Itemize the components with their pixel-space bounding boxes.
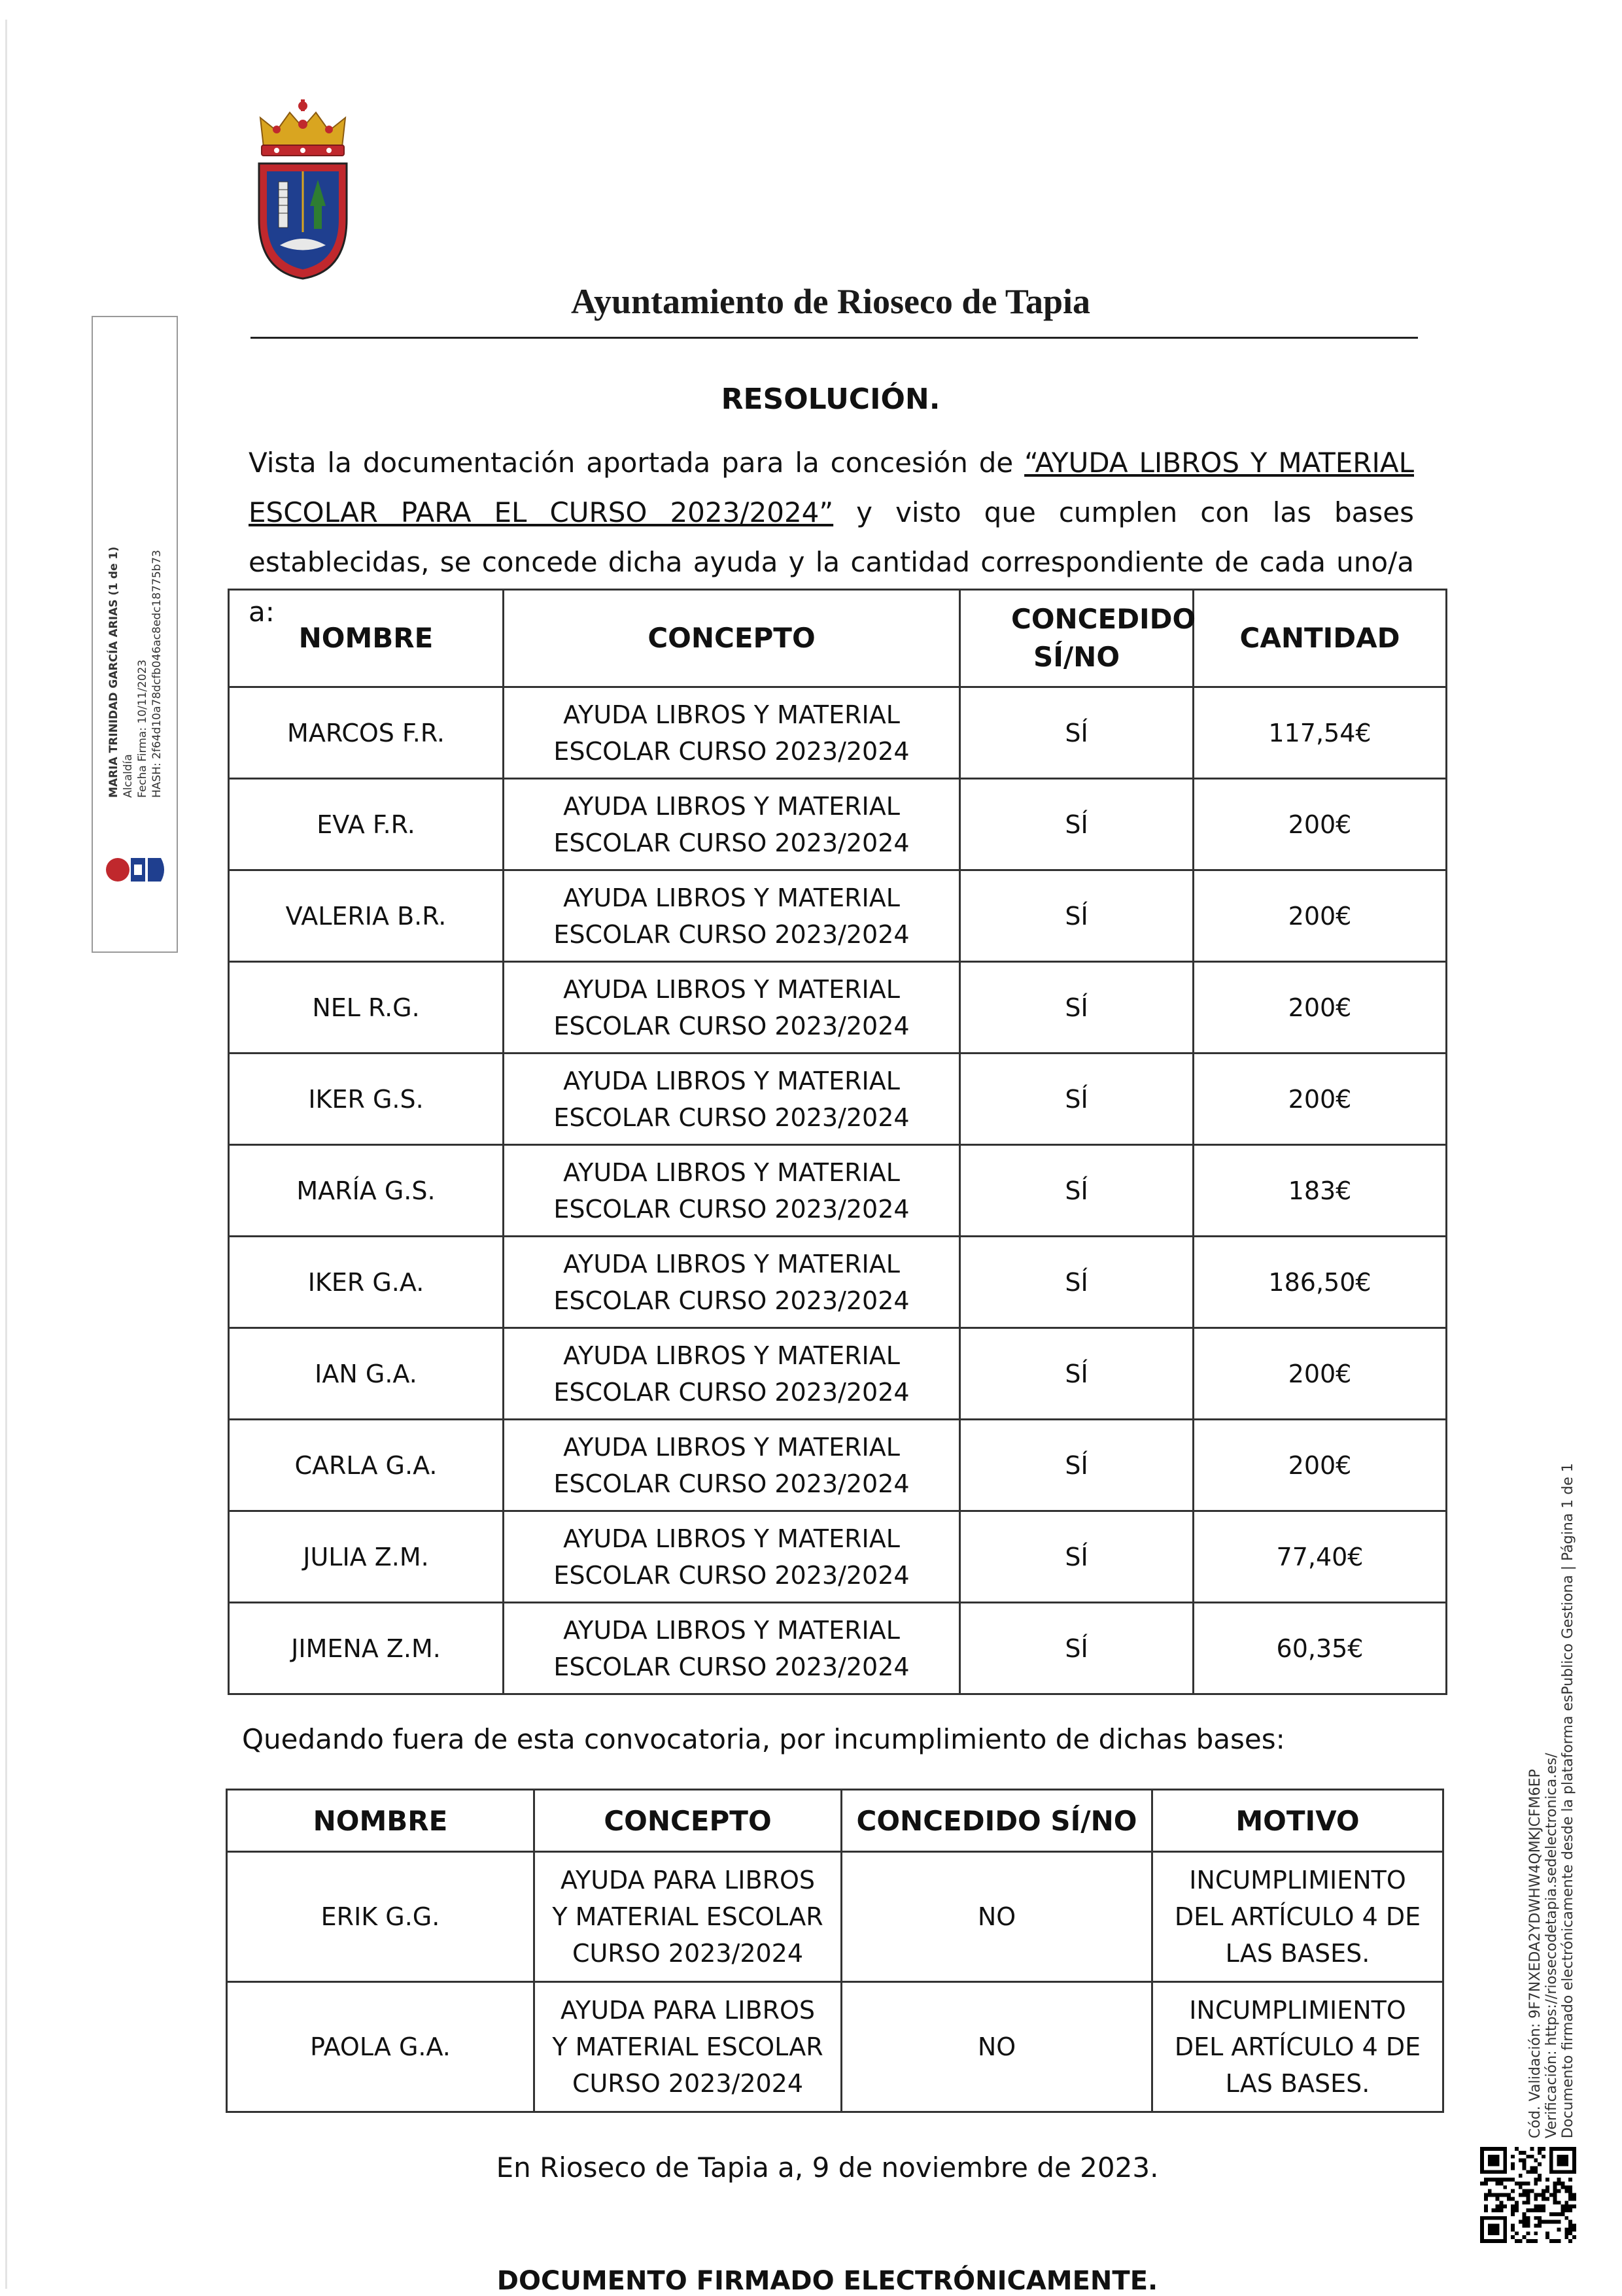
granted-cell-concedido: SÍ xyxy=(960,1054,1194,1145)
header-nombre: NOMBRE xyxy=(229,590,504,687)
header-concepto: CONCEPTO xyxy=(504,590,960,687)
excluded-header-nombre: NOMBRE xyxy=(227,1790,534,1852)
granted-cell-concepto-text: AYUDA LIBROS Y MATERIAL ESCOLAR CURSO 2023/2024 xyxy=(553,1524,910,1590)
excluded-cell-concepto xyxy=(534,1982,842,2112)
granted-table-row xyxy=(229,962,1447,1054)
granted-cell-cantidad: 200€ xyxy=(1194,870,1447,962)
header-divider xyxy=(250,337,1418,339)
excluded-cell-motivo-text: INCUMPLIMIENTO DEL ARTÍCULO 4 DE LAS BASES. xyxy=(1174,1996,1421,2098)
granted-cell-concedido: SÍ xyxy=(960,962,1194,1054)
granted-cell-concepto-text: AYUDA LIBROS Y MATERIAL ESCOLAR CURSO 2023/2024 xyxy=(553,1615,910,1681)
granted-cell-concedido: SÍ xyxy=(960,870,1194,962)
granted-table-row xyxy=(229,1054,1447,1145)
granted-cell-concepto-text: AYUDA LIBROS Y MATERIAL ESCOLAR CURSO 2023/2024 xyxy=(553,1341,910,1407)
excluded-cell-concepto xyxy=(534,1852,842,1982)
resolution-title: RESOLUCIÓN. xyxy=(721,383,940,416)
excluded-cell-concepto-text: AYUDA PARA LIBROS Y MATERIAL ESCOLAR CURSO 2023/2024 xyxy=(552,1866,823,1968)
granted-cell-concepto xyxy=(504,870,960,962)
granted-cell-cantidad: 77,40€ xyxy=(1194,1511,1447,1603)
granted-cell-concedido: SÍ xyxy=(960,1237,1194,1328)
excluded-cell-concepto-text: AYUDA PARA LIBROS Y MATERIAL ESCOLAR CURSO 2023/2024 xyxy=(552,1996,823,2098)
excluded-cell-nombre: ERIK G.G. xyxy=(227,1852,534,1982)
excluded-cell-motivo xyxy=(1152,1852,1443,1982)
granted-cell-nombre: EVA F.R. xyxy=(229,779,504,870)
coat-of-arms-logo xyxy=(254,98,352,281)
granted-table-row xyxy=(229,779,1447,870)
verification-text xyxy=(1527,1419,1576,2138)
granted-cell-concepto-text: AYUDA LIBROS Y MATERIAL ESCOLAR CURSO 2023/2024 xyxy=(553,1066,910,1132)
granted-cell-concepto xyxy=(504,779,960,870)
granted-cell-concepto-text: AYUDA LIBROS Y MATERIAL ESCOLAR CURSO 2023/2024 xyxy=(553,791,910,857)
granted-cell-concepto xyxy=(504,1420,960,1511)
granted-cell-concedido: SÍ xyxy=(960,1603,1194,1694)
granted-cell-concepto-text: AYUDA LIBROS Y MATERIAL ESCOLAR CURSO 2023/2024 xyxy=(553,883,910,949)
signature-stamp-text xyxy=(107,490,164,798)
stamp-hash: HASH: 2f64d10a78dcfb046ac8edc18775b73 xyxy=(150,549,164,798)
granted-cell-nombre: MARCOS F.R. xyxy=(229,687,504,779)
town-name: Ayuntamiento de Rioseco de Tapia xyxy=(570,282,1091,321)
excluded-cell-motivo-text: INCUMPLIMIENTO DEL ARTÍCULO 4 DE LAS BASES. xyxy=(1174,1866,1421,1968)
granted-cell-concepto xyxy=(504,1237,960,1328)
granted-cell-concepto-text: AYUDA LIBROS Y MATERIAL ESCOLAR CURSO 2023/2024 xyxy=(553,700,910,766)
excluded-table xyxy=(226,1789,1444,2113)
granted-table-row xyxy=(229,1237,1447,1328)
granted-cell-cantidad: 200€ xyxy=(1194,962,1447,1054)
granted-cell-concepto xyxy=(504,1054,960,1145)
stamp-logo xyxy=(103,850,169,889)
excluded-intro: Quedando fuera de esta convocatoria, por incumplimiento de dichas bases: xyxy=(242,1723,1285,1755)
granted-table-row xyxy=(229,1145,1447,1237)
granted-table-body xyxy=(229,687,1447,1694)
granted-table-row xyxy=(229,870,1447,962)
verification-url[interactable]: Verificación: https://riosecodetapia.sedelectronica.es/ xyxy=(1544,1753,1560,2138)
granted-cell-concedido: SÍ xyxy=(960,1328,1194,1420)
stamp-role: Alcaldía xyxy=(122,754,135,798)
page-edge xyxy=(5,20,7,2289)
verification-platform: Documento firmado electrónicamente desde la plataforma esPublico Gestiona | Página 1 de 1 xyxy=(1560,1463,1576,2138)
granted-cell-cantidad: 186,50€ xyxy=(1194,1237,1447,1328)
header-cantidad: CANTIDAD xyxy=(1194,590,1447,687)
excluded-table-row xyxy=(227,1852,1443,1982)
excluded-header-concepto: CONCEPTO xyxy=(534,1790,842,1852)
granted-cell-nombre: CARLA G.A. xyxy=(229,1420,504,1511)
granted-table-header-row xyxy=(229,590,1447,687)
granted-cell-concepto xyxy=(504,687,960,779)
stamp-signer: MARIA TRINIDAD GARCÍA ARIAS (1 de 1) xyxy=(107,546,120,798)
granted-cell-nombre: JULIA Z.M. xyxy=(229,1511,504,1603)
granted-cell-cantidad: 200€ xyxy=(1194,1328,1447,1420)
granted-cell-concedido: SÍ xyxy=(960,1420,1194,1511)
granted-cell-nombre: JIMENA Z.M. xyxy=(229,1603,504,1694)
granted-table-row xyxy=(229,1603,1447,1694)
intro-program-name: “AYUDA LIBROS Y MATERIAL ESCOLAR PARA EL CURSO 2023/2024” xyxy=(249,447,1414,528)
granted-cell-concepto xyxy=(504,962,960,1054)
granted-cell-concepto-text: AYUDA LIBROS Y MATERIAL ESCOLAR CURSO 2023/2024 xyxy=(553,974,910,1040)
excluded-cell-nombre: PAOLA G.A. xyxy=(227,1982,534,2112)
granted-cell-concedido: SÍ xyxy=(960,1145,1194,1237)
granted-table-row xyxy=(229,1328,1447,1420)
signed-notice: DOCUMENTO FIRMADO ELECTRÓNICAMENTE. xyxy=(496,2266,1158,2296)
granted-cell-concepto xyxy=(504,1328,960,1420)
granted-cell-cantidad: 117,54€ xyxy=(1194,687,1447,779)
granted-cell-cantidad: 200€ xyxy=(1194,779,1447,870)
granted-table-row xyxy=(229,1420,1447,1511)
granted-cell-nombre: NEL R.G. xyxy=(229,962,504,1054)
granted-cell-nombre: IKER G.A. xyxy=(229,1237,504,1328)
excluded-header-concedido: CONCEDIDO SÍ/NO xyxy=(842,1790,1152,1852)
verification-code: Cód. Validación: 9F7NXEDA2YDWHW4QMKJCFM6EP xyxy=(1527,1769,1544,2138)
excluded-table-row xyxy=(227,1982,1443,2112)
granted-table-row xyxy=(229,1511,1447,1603)
granted-cell-nombre: VALERIA B.R. xyxy=(229,870,504,962)
excluded-cell-motivo xyxy=(1152,1982,1443,2112)
excluded-cell-concedido: NO xyxy=(842,1982,1152,2112)
granted-cell-concepto-text: AYUDA LIBROS Y MATERIAL ESCOLAR CURSO 2023/2024 xyxy=(553,1249,910,1315)
granted-cell-nombre: IKER G.S. xyxy=(229,1054,504,1145)
excluded-table-header-row xyxy=(227,1790,1443,1852)
granted-table xyxy=(228,589,1447,1695)
granted-cell-concedido: SÍ xyxy=(960,779,1194,870)
stamp-date: Fecha Firma: 10/11/2023 xyxy=(136,659,149,798)
excluded-header-motivo: MOTIVO xyxy=(1152,1790,1443,1852)
granted-cell-cantidad: 200€ xyxy=(1194,1420,1447,1511)
granted-cell-cantidad: 183€ xyxy=(1194,1145,1447,1237)
granted-cell-nombre: IAN G.A. xyxy=(229,1328,504,1420)
qr-code-icon[interactable] xyxy=(1480,2147,1576,2243)
granted-cell-concepto xyxy=(504,1511,960,1603)
granted-cell-nombre: MARÍA G.S. xyxy=(229,1145,504,1237)
place-date: En Rioseco de Tapia a, 9 de noviembre de 2023. xyxy=(496,2151,1159,2184)
granted-cell-concepto xyxy=(504,1145,960,1237)
header-concedido-text: CONCEDIDO SÍ/NO xyxy=(1011,603,1196,673)
intro-before: Vista la documentación aportada para la concesión de xyxy=(249,447,1025,479)
granted-cell-concedido: SÍ xyxy=(960,1511,1194,1603)
granted-cell-concepto-text: AYUDA LIBROS Y MATERIAL ESCOLAR CURSO 2023/2024 xyxy=(553,1432,910,1498)
granted-cell-cantidad: 200€ xyxy=(1194,1054,1447,1145)
excluded-table-body xyxy=(227,1852,1443,2112)
granted-table-row xyxy=(229,687,1447,779)
granted-cell-cantidad: 60,35€ xyxy=(1194,1603,1447,1694)
granted-cell-concepto xyxy=(504,1603,960,1694)
granted-cell-concedido: SÍ xyxy=(960,687,1194,779)
header-concedido xyxy=(960,590,1194,687)
excluded-cell-concedido: NO xyxy=(842,1852,1152,1982)
intro-after: y visto que cumplen con las bases establecidas, se concede dicha ayuda y la cantidad correspondiente de cada uno/a a: xyxy=(249,496,1415,628)
granted-cell-concepto-text: AYUDA LIBROS Y MATERIAL ESCOLAR CURSO 2023/2024 xyxy=(553,1157,910,1224)
